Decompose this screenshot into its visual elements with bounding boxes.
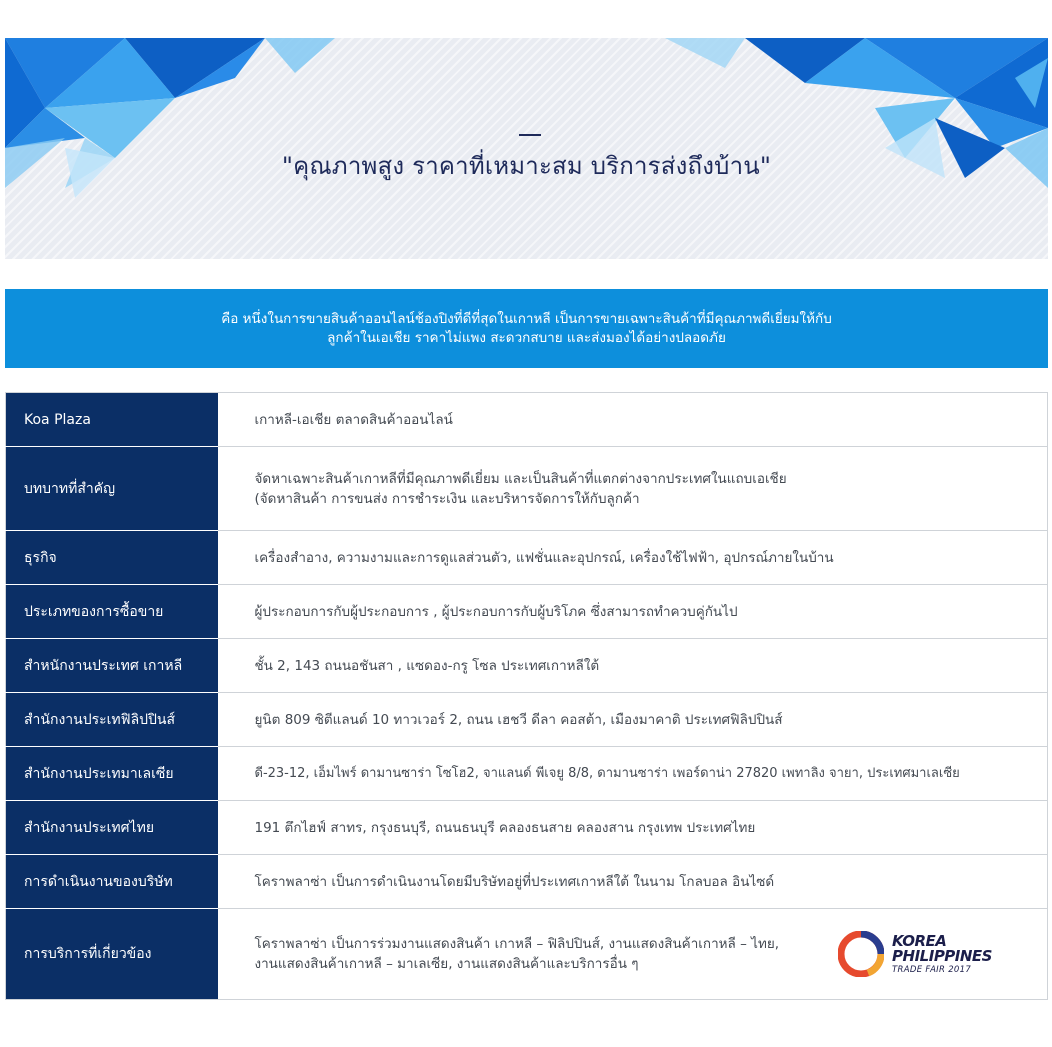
- row-value-line: ดี-23-12, เอ็มไพร์ ดามานซาร่า โซโฮ2, จาแลนด์ พีเจยู 8/8, ดามานซาร่า เพอร์ดาน่า 27820 เพทาลิง จายา, ประเทศมาเลเซีย: [254, 765, 960, 781]
- row-value-line: เกาหลี-เอเชีย ตลาดสินค้าออนไลน์: [254, 411, 453, 428]
- title-dash: [519, 134, 541, 136]
- row-label: สำนักงานประเทฟิลิปปินส์: [6, 693, 218, 747]
- row-value: [218, 855, 1048, 909]
- table-row: [6, 909, 1048, 1000]
- intro-line-1: คือ หนึ่งในการขายสินค้าออนไลน์ช้องปิงที่ดีที่สุดในเกาหลี เป็นการขายเฉพาะสินค้าที่มีคุณภาพดีเยี่ยมให้กับ: [221, 311, 832, 327]
- row-label: บทบาทที่สำคัญ: [6, 447, 218, 531]
- row-value: [218, 531, 1048, 585]
- logo-text: [892, 931, 992, 975]
- table-row: [6, 801, 1048, 855]
- row-value: [218, 447, 1048, 531]
- row-value-line: ชั้น 2, 143 ถนนอชันสา , แซดอง-กรู โซล ประเทศเกาหลีใต้: [254, 657, 600, 674]
- row-value: [218, 693, 1048, 747]
- company-info-table: [5, 392, 1048, 1000]
- row-label: สำนักงานประเทศไทย: [6, 801, 218, 855]
- intro-line-2: ลูกค้าในเอเชีย ราคาไม่แพง สะดวกสบาย และส่งมองได้อย่างปลอดภัย: [327, 330, 726, 346]
- row-label: สำหนักงานประเทศ เกาหลี: [6, 639, 218, 693]
- row-value: [218, 585, 1048, 639]
- row-label: การดำเนินงานของบริษัท: [6, 855, 218, 909]
- table-row: [6, 531, 1048, 585]
- row-value-line: (จัดหาสินค้า การขนส่ง การชำระเงิน และบริหารจัดการให้กับลูกค้า: [254, 490, 640, 507]
- row-value: [218, 639, 1048, 693]
- table-row: [6, 693, 1048, 747]
- logo-line-3: TRADE FAIR 2017: [892, 964, 972, 975]
- row-label: สำนักงานประเทมาเลเซีย: [6, 747, 218, 801]
- hero-banner: [5, 38, 1048, 259]
- logo-line-1: KOREA: [892, 931, 947, 950]
- table-row: [6, 393, 1048, 447]
- logo-circle-icon: [838, 931, 884, 977]
- row-value-line: จัดหาเฉพาะสินค้าเกาหลีที่มีคุณภาพดีเยี่ยม และเป็นสินค้าที่แตกต่างจากประเทศในแถบเอเชีย: [254, 470, 787, 487]
- row-value-line: โคราพลาซ่า เป็นการดำเนินงานโดยมีบริษัทอยู่ที่ประเทศเกาหลีใต้ ในนาม โกลบอล อินไซด์: [254, 873, 775, 890]
- intro-bar: [5, 289, 1048, 368]
- row-value-line: 191 ตึกไฮฟ์ สาทร, กรุงธนบุรี, ถนนธนบุรี คลองธนสาย คลองสาน กรุงเทพ ประเทศไทย: [254, 819, 756, 836]
- row-value-line: ยูนิต 809 ซิตีแลนด์ 10 ทาวเวอร์ 2, ถนน เฮชวี ดีลา คอสต้า, เมืองมาคาติ ประเทศฟิลิปปินส์: [254, 711, 783, 728]
- row-value: [218, 393, 1048, 447]
- row-label: Koa Plaza: [6, 393, 218, 447]
- table-row: [6, 447, 1048, 531]
- table-row: [6, 855, 1048, 909]
- table-row: [6, 585, 1048, 639]
- trade-fair-logo: [838, 931, 992, 977]
- row-label: การบริการที่เกี่ยวข้อง: [6, 909, 218, 1000]
- row-value-line: งานแสดงสินค้าเกาหลี – มาเลเซีย, งานแสดงสินค้าและบริการอื่น ๆ: [254, 956, 639, 972]
- row-value: [218, 747, 1048, 801]
- table-row: [6, 639, 1048, 693]
- row-label: ประเภทของการซื้อขาย: [6, 585, 218, 639]
- row-label: ธุรกิจ: [6, 531, 218, 585]
- row-value: [218, 909, 1048, 1000]
- table-row: [6, 747, 1048, 801]
- row-value-line: ผู้ประกอบการกับผู้ประกอบการ , ผู้ประกอบการกับผู้บริโภค ซึ่งสามารถทำควบคู่กันไป: [254, 603, 738, 620]
- row-value-line: โคราพลาซ่า เป็นการร่วมงานแสดงสินค้า เกาหลี – ฟิลิปปินส์, งานแสดงสินค้าเกาหลี – ไทย,: [254, 936, 780, 952]
- row-value: [218, 801, 1048, 855]
- banner-title: "คุณภาพสูง ราคาที่เหมาะสม บริการส่งถึงบ้าน": [281, 152, 772, 180]
- row-value-line: เครื่องสำอาง, ความงามและการดูแลส่วนตัว, แฟชั่นและอุปกรณ์, เครื่องใช้ไฟฟ้า, อุปกรณ์ภายในบ้าน: [254, 549, 834, 566]
- logo-line-2: PHILIPPINES: [892, 946, 992, 965]
